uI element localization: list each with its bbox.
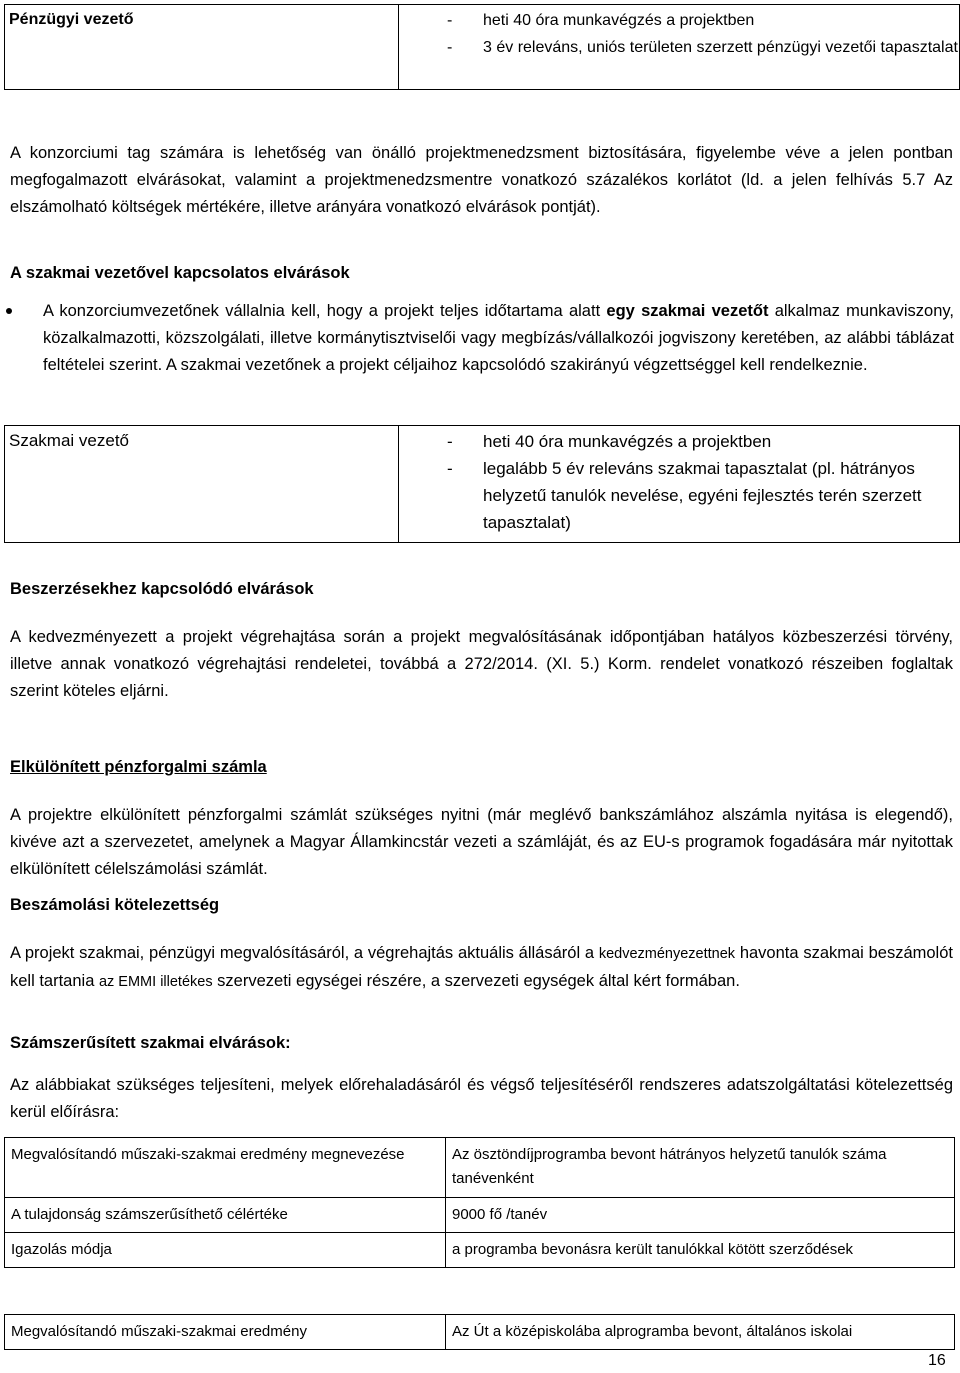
separate-account-heading: Elkülönített pénzforgalmi számla <box>10 758 267 776</box>
reporting-text-b: havonta szakmai beszámolót kell tartania <box>10 944 953 990</box>
list-item-text: heti 40 óra munkavégzés a projektben <box>483 12 755 29</box>
professional-leader-bullet-text <box>43 298 954 379</box>
financial-leader-items-cell <box>399 5 960 90</box>
results-table <box>4 1137 955 1268</box>
list-item: - heti 40 óra munkavégzés a projektben <box>447 432 772 451</box>
financial-leader-table <box>4 4 960 90</box>
separate-account-text: A projektre elkülönített pénzforgalmi számlát szükséges nyitni (már meglévő bankszámlához alszámla nyitása is elegendő), kivéve azt a szervezetet, amelynek a Magyar Államkincstár vezeti a számláját, és az EU-s programok fogadására már nyitottak elkülönített célelszámolási számlát. <box>10 806 953 878</box>
consortium-paragraph: A konzorciumi tag számára is lehetőség van önálló projektmenedzsment biztosítására, figyelembe véve a jelen pontban megfogalmazott elvárásokat, valamint a projektmenedzsmentre vonatkozó százalékos korlátot (ld. a jelen felhívás 5.7 Az elszámolható költségek mértékére, illetve arányára vonatkozó elvárások pontját). <box>10 144 953 216</box>
list-item: - heti 40 óra munkavégzés a projektben <box>447 12 755 29</box>
bullet-text-part1: A konzorciumvezetőnek vállalnia kell, hogy a projekt teljes időtartama alatt <box>43 302 607 320</box>
table-row <box>5 1315 955 1350</box>
table-cell: 9000 fő /tanév <box>446 1198 955 1233</box>
reporting-text-small1: kedvezményezettnek <box>598 946 736 962</box>
list-item-text: 3 év releváns, uniós területen szerzett pénzügyi vezetői tapasztalat <box>483 39 958 56</box>
professional-leader-heading: A szakmai vezetővel kapcsolatos elvárások <box>10 264 350 282</box>
professional-leader-label: Szakmai vezető <box>9 431 129 450</box>
reporting-text <box>10 940 953 996</box>
quantified-text: Az alábbiakat szükséges teljesíteni, melyek előrehaladásáról és végső teljesítéséről rendszeres adatszolgáltatási kötelezettség kerül előírásra: <box>10 1076 953 1121</box>
quantified-heading: Számszerűsített szakmai elvárások: <box>10 1034 291 1052</box>
page-number: 16 <box>928 1352 946 1369</box>
list-item: - legalább 5 év releváns szakmai tapasztalat (pl. hátrányos helyzetű tanulók nevelése, egyéni fejlesztés terén szerzett tapasztalat) <box>447 459 922 532</box>
list-item-text: heti 40 óra munkavégzés a projektben <box>483 432 772 451</box>
table-cell: a programba bevonásra került tanulókkal kötött szerződések <box>446 1233 955 1268</box>
professional-leader-bullet <box>36 298 954 379</box>
professional-leader-table <box>4 425 960 543</box>
procurement-heading: Beszerzésekhez kapcsolódó elvárások <box>10 580 314 598</box>
bullet-text-bold: egy szakmai vezetőt <box>606 302 769 320</box>
bullet-text-part2: alkalmaz munkaviszony, közalkalmazotti, közszolgálati, illetve kormánytisztviselői vagy megbízás/vállalkozói jogviszony keretében, az alábbi táblázat feltételei szerint. A szakmai vezetőnek a projekt céljaihoz kapcsolódó szakirányú végzettséggel kell rendelkeznie. <box>43 302 954 374</box>
procurement-text: A kedvezményezett a projekt végrehajtása során a projekt megvalósításának időpontjában hatályos közbeszerzési törvény, illetve annak vonatkozó végrehajtási rendeletei, továbbá a 272/2014. (XI. 5.) Korm. rendelet vonatkozó részeiben foglaltak szerint köteles eljárni. <box>10 628 953 700</box>
financial-leader-label: Pénzügyi vezető <box>9 11 134 28</box>
table-cell: Az ösztöndíjprogramba bevont hátrányos helyzetű tanulók száma tanévenként <box>446 1138 955 1198</box>
reporting-heading: Beszámolási kötelezettség <box>10 896 220 914</box>
table-cell: Az Út a középiskolába alprogramba bevont, általános iskolai <box>446 1315 955 1350</box>
table-row <box>5 1233 955 1268</box>
reporting-text-a: A projekt szakmai, pénzügyi megvalósításáról, a végrehajtás aktuális állásáról a <box>10 944 599 962</box>
bullet-icon <box>6 308 12 314</box>
professional-leader-label-cell <box>5 426 399 543</box>
professional-leader-items-cell <box>399 426 960 543</box>
results-table-2 <box>4 1314 955 1350</box>
table-cell: A tulajdonság számszerűsíthető célértéke <box>5 1198 446 1233</box>
list-item-text: legalább 5 év releváns szakmai tapasztalat (pl. hátrányos helyzetű tanulók nevelése, egyéni fejlesztés terén szerzett tapasztalat) <box>483 459 922 532</box>
table-cell: Igazolás módja <box>5 1233 446 1268</box>
table-row <box>5 1198 955 1233</box>
professional-leader-list <box>399 426 959 542</box>
financial-leader-list <box>399 5 959 67</box>
list-item: - 3 év releváns, uniós területen szerzett pénzügyi vezetői tapasztalat <box>447 39 958 56</box>
table-cell: Megvalósítandó műszaki-szakmai eredmény <box>5 1315 446 1350</box>
reporting-text-c: szervezeti egységei részére, a szervezeti egységek által kért formában. <box>212 972 740 990</box>
financial-leader-label-cell <box>5 5 399 90</box>
table-cell: Megvalósítandó műszaki-szakmai eredmény megnevezése <box>5 1138 446 1198</box>
table-row <box>5 1138 955 1198</box>
reporting-text-small2: az EMMI illetékes <box>98 974 213 990</box>
